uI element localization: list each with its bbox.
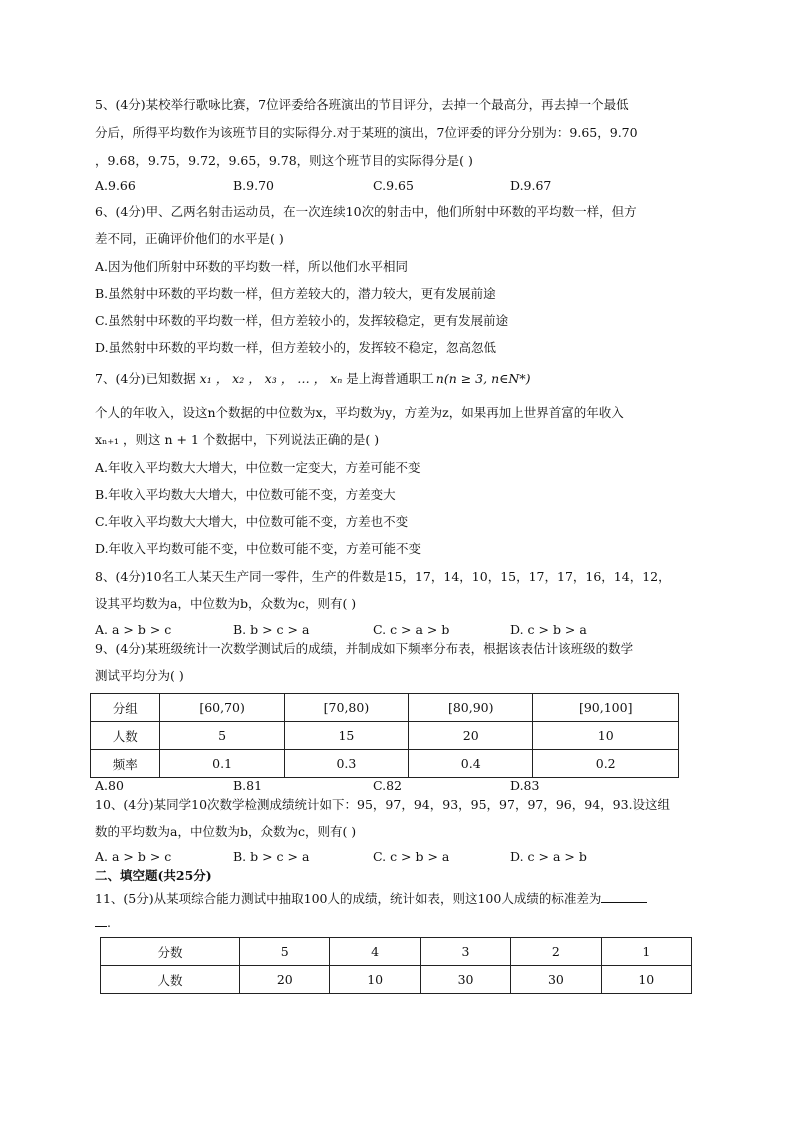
- q10-option-b: B. b > c > a: [233, 849, 310, 864]
- table-row: [91, 722, 679, 750]
- q7-line1: [95, 371, 530, 387]
- q8-line1: 8、(4分)10名工人某天生产同一零件，生产的件数是15，17，14，10，15，17，17，16，14，12，: [95, 569, 671, 584]
- table-cell: [90,100]: [533, 694, 679, 722]
- q7-cond: n(n ≥ 3, n∈N*): [435, 371, 531, 386]
- answer-blank-continued: [95, 914, 107, 927]
- table-cell: 人数: [91, 722, 160, 750]
- table-cell: 0.4: [409, 750, 533, 778]
- q7-prefix: 7、(4分)已知数据: [95, 371, 196, 386]
- table-cell: 0.3: [284, 750, 408, 778]
- table-cell: 20: [409, 722, 533, 750]
- q5-option-b: B.9.70: [233, 178, 274, 193]
- table-cell: 人数: [101, 966, 240, 994]
- table-cell: 10: [601, 966, 691, 994]
- q9-frequency-table: [90, 693, 679, 778]
- q11-period: .: [107, 915, 111, 930]
- table-cell: [60,70): [160, 694, 284, 722]
- table-cell: 30: [511, 966, 601, 994]
- table-cell: 0.1: [160, 750, 284, 778]
- q6-option-c: C.虽然射中环数的平均数一样，但方差较小的，发挥较稳定，更有发展前途: [95, 313, 509, 328]
- q9-option-d: D.83: [510, 778, 540, 793]
- q11-score-table: [100, 937, 692, 994]
- table-cell: 4: [330, 938, 420, 966]
- q5-option-d: D.9.67: [510, 178, 552, 193]
- table-cell: 5: [240, 938, 330, 966]
- q5-line3: ，9.68，9.75，9.72，9.65，9.78，则这个班节目的实际得分是( ): [95, 153, 473, 168]
- q5-option-c: C.9.65: [373, 178, 414, 193]
- table-cell: [70,80): [284, 694, 408, 722]
- table-cell: 10: [330, 966, 420, 994]
- q8-option-b: B. b > c > a: [233, 622, 310, 637]
- table-row: [91, 694, 679, 722]
- q11-text: 11、(5分)从某项综合能力测试中抽取100人的成绩，统计如表，则这100人成绩的标准差为: [95, 891, 602, 906]
- q8-line2: 设其平均数为a，中位数为b，众数为c，则有( ): [95, 596, 357, 611]
- q10-line1: 10、(4分)某同学10次数学检测成绩统计如下：95，97，94，93，95，97，97，96，94，93.设这组: [95, 797, 671, 812]
- q11-line2: [95, 914, 111, 931]
- q6-line1: 6、(4分)甲、乙两名射击运动员，在一次连续10次的射击中，他们所射中环数的平均数一样，但方: [95, 204, 637, 219]
- q9-option-c: C.82: [373, 778, 402, 793]
- q10-line2: 数的平均数为a，中位数为b，众数为c，则有( ): [95, 824, 357, 839]
- q6-option-b: B.虽然射中环数的平均数一样，但方差较大的，潜力较大，更有发展前途: [95, 286, 496, 301]
- q9-line2: 测试平均分为( ): [95, 668, 184, 683]
- table-cell: 15: [284, 722, 408, 750]
- q6-option-d: D.虽然射中环数的平均数一样，但方差较小的，发挥较不稳定，忽高忽低: [95, 340, 497, 355]
- table-cell: 5: [160, 722, 284, 750]
- q8-option-d: D. c > b > a: [510, 622, 587, 637]
- table-cell: 0.2: [533, 750, 679, 778]
- table-cell: 10: [533, 722, 679, 750]
- table-cell: 频率: [91, 750, 160, 778]
- q10-option-a: A. a > b > c: [95, 849, 172, 864]
- q7-option-b: B.年收入平均数大大增大，中位数可能不变，方差变大: [95, 487, 396, 502]
- table-cell: 20: [240, 966, 330, 994]
- q6-option-a: A.因为他们所射中环数的平均数一样，所以他们水平相同: [95, 259, 409, 274]
- q7-option-c: C.年收入平均数大大增大，中位数可能不变，方差也不变: [95, 514, 409, 529]
- q9-line1: 9、(4分)某班级统计一次数学测试后的成绩，并制成如下频率分布表，根据该表估计该班级的数学: [95, 641, 634, 656]
- q7-line3: xₙ₊₁ ，则这 n + 1 个数据中，下列说法正确的是( ): [95, 432, 380, 447]
- table-cell: 30: [420, 966, 510, 994]
- q8-option-c: C. c > a > b: [373, 622, 450, 637]
- q6-line2: 差不同，正确评价他们的水平是( ): [95, 231, 284, 246]
- table-cell: 分数: [101, 938, 240, 966]
- table-cell: 2: [511, 938, 601, 966]
- q7-vars: x₁ ， x₂ ， x₃ ， … ， xₙ: [199, 371, 343, 386]
- q11-line1: [95, 890, 647, 907]
- table-row: [101, 966, 692, 994]
- q7-option-a: A.年收入平均数大大增大，中位数一定变大，方差可能不变: [95, 460, 421, 475]
- q5-line1: 5、(4分)某校举行歌咏比赛，7位评委给各班演出的节目评分，去掉一个最高分，再去掉一个最低: [95, 97, 629, 112]
- q5-option-a: A.9.66: [95, 178, 136, 193]
- q7-option-d: D.年收入平均数可能不变，中位数可能不变，方差可能不变: [95, 541, 422, 556]
- q9-option-b: B.81: [233, 778, 263, 793]
- q10-option-c: C. c > b > a: [373, 849, 450, 864]
- table-cell: 3: [420, 938, 510, 966]
- q7-mid: 是上海普通职工: [346, 371, 434, 386]
- q5-line2: 分后，所得平均数作为该班节目的实际得分.对于某班的演出，7位评委的评分分别为：9.65，9.70: [95, 125, 638, 140]
- table-row: [101, 938, 692, 966]
- q7-line2: 个人的年收入，设这n个数据的中位数为x，平均数为y，方差为z，如果再加上世界首富的年收入: [95, 405, 624, 420]
- table-cell: [80,90): [409, 694, 533, 722]
- q8-option-a: A. a > b > c: [95, 622, 172, 637]
- table-row: [91, 750, 679, 778]
- section-title: 二、填空题(共25分): [95, 868, 212, 883]
- answer-blank[interactable]: [601, 890, 647, 903]
- q9-option-a: A.80: [95, 778, 124, 793]
- table-cell: 分组: [91, 694, 160, 722]
- table-cell: 1: [601, 938, 691, 966]
- q10-option-d: D. c > a > b: [510, 849, 587, 864]
